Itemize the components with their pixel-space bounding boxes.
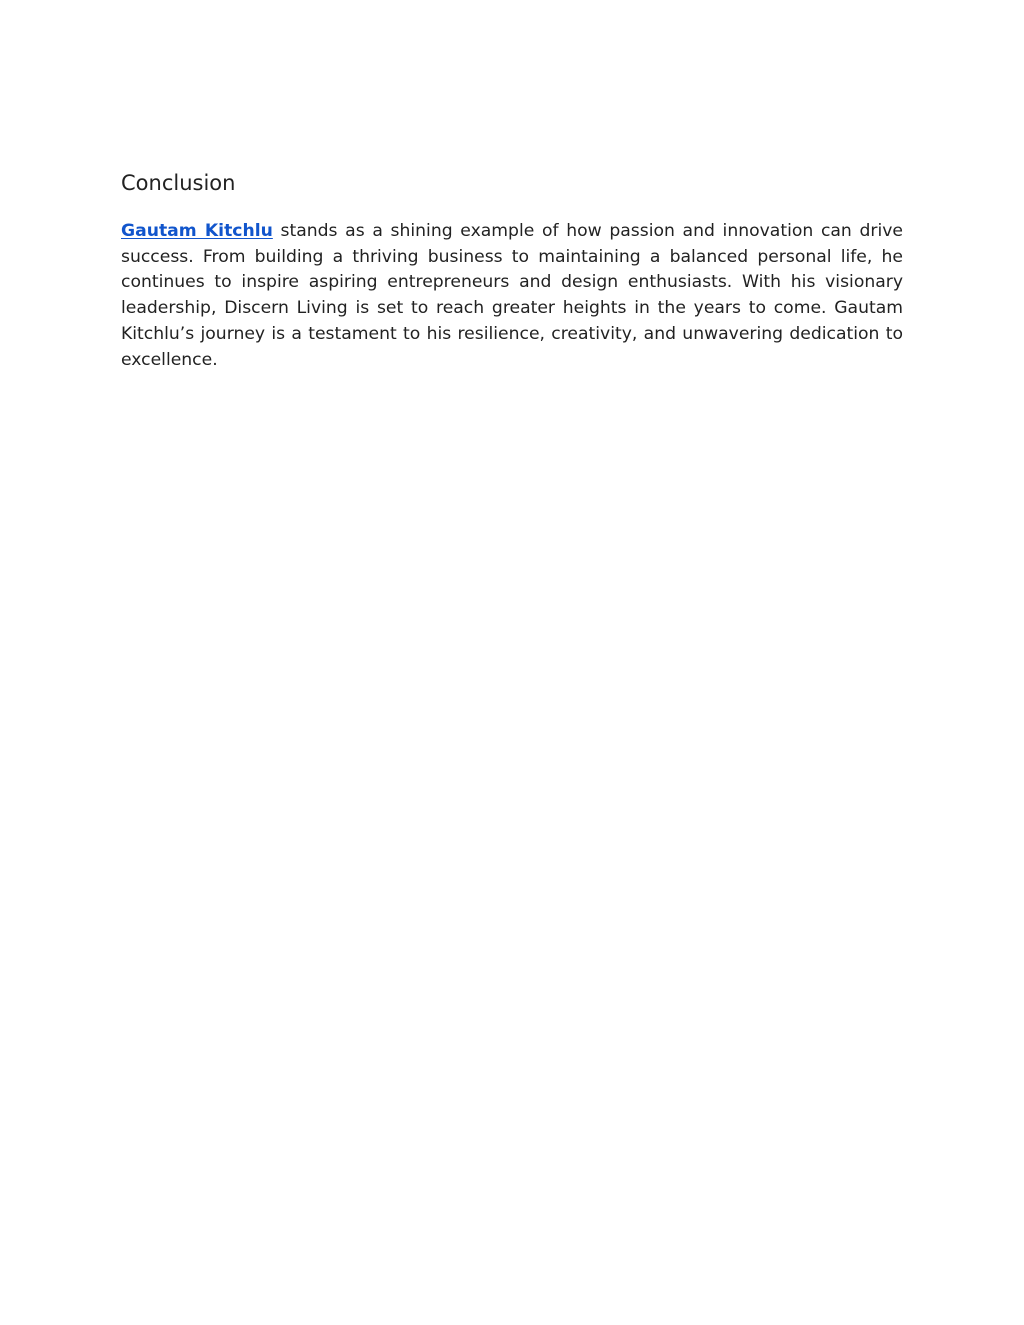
paragraph-body-text: stands as a shining example of how passion and innovation can drive success. From building a thriving business to maintaining a balanced personal life, he continues to inspire aspiring entrepreneurs and design enthusiasts. With his visionary leadership, Discern Living is set to reach greater heights in the years to come. Gautam Kitchlu’s journey is a testament to his resilience, creativity, and unwavering dedication to excellence. (121, 221, 903, 370)
gautam-kitchlu-link[interactable]: Gautam Kitchlu (121, 221, 273, 241)
conclusion-paragraph (121, 219, 903, 373)
section-heading: Conclusion (121, 171, 236, 195)
document-content (121, 168, 903, 373)
